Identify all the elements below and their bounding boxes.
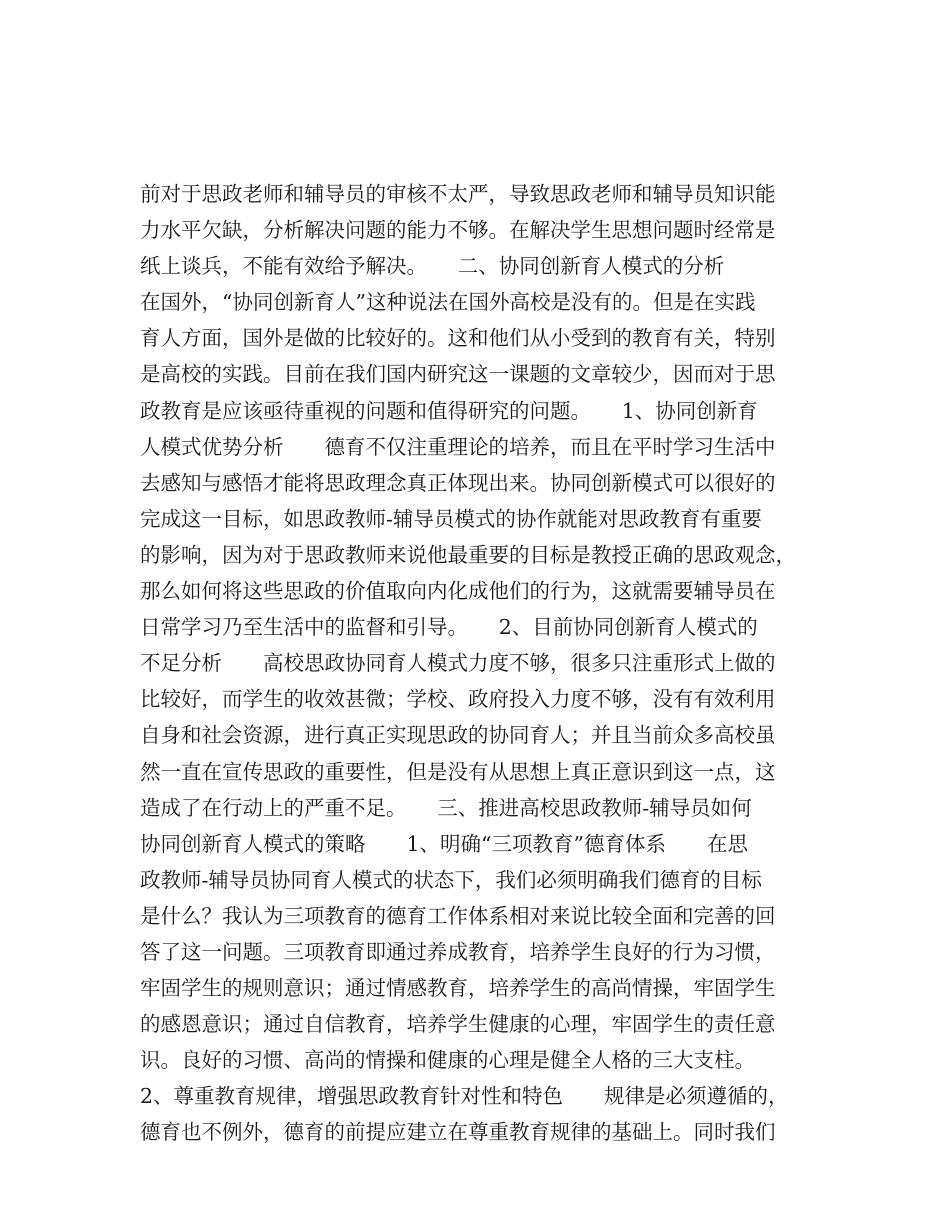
text-line: 比较好，而学生的收效甚微；学校、政府投入力度不够，没有有效利用 [140, 687, 776, 712]
text-line: 政教育是应该亟待重视的问题和值得研究的问题。 1、协同创新育 [140, 398, 758, 423]
text-line: 力水平欠缺，分析解决问题的能力不够。在解决学生思想问题时经常是 [140, 218, 776, 243]
text-line: 2、尊重教育规律，增强思政教育针对性和特色 规律是必须遵循的， [140, 1084, 789, 1109]
text-line: 在国外，“协同创新育人”这种说法在国外高校是没有的。但是在实践 [140, 290, 756, 315]
text-line: 前对于思政老师和辅导员的审核不太严，导致思政老师和辅导员知识能 [140, 182, 776, 206]
text-line: 政教师-辅导员协同育人模式的状态下，我们必须明确我们德育的目标 [140, 867, 762, 892]
text-line: 纸上谈兵，不能有效给予解决。 二、协同创新育人模式的分析 [140, 254, 725, 279]
text-line: 人模式优势分析 德育不仅注重理论的培养，而且在平时学习生活中 [140, 434, 776, 459]
text-line: 去感知与感悟才能将思政理念真正体现出来。协同创新模式可以很好的 [140, 470, 776, 495]
text-line: 然一直在宣传思政的重要性，但是没有从思想上真正意识到这一点，这 [140, 759, 776, 784]
text-line: 日常学习乃至生活中的监督和引导。 2、目前协同创新育人模式的 [140, 615, 758, 640]
text-line: 德育也不例外，德育的前提应建立在尊重教育规律的基础上。同时我们 [140, 1120, 776, 1145]
text-line: 的感恩意识；通过自信教育，培养学生健康的心理，牢固学生的责任意 [140, 1012, 776, 1037]
text-line: 完成这一目标，如思政教师-辅导员模式的协作就能对思政教育有重要 [140, 506, 762, 531]
text-line: 是什么？我认为三项教育的德育工作体系相对来说比较全面和完善的回 [140, 903, 776, 928]
text-line: 是高校的实践。目前在我们国内研究这一课题的文章较少，因而对于思 [140, 362, 776, 387]
text-line: 协同创新育人模式的策略 1、明确“三项教育”德育体系 在思 [140, 831, 749, 856]
text-line: 育人方面，国外是做的比较好的。这和他们从小受到的教育有关，特别 [140, 326, 776, 351]
text-line: 识。良好的习惯、高尚的情操和健康的心理是健全人格的三大支柱。 [140, 1048, 755, 1073]
body-text [140, 176, 830, 1151]
text-line: 不足分析 高校思政协同育人模式力度不够，很多只注重形式上做的 [140, 651, 776, 676]
text-line: 那么如何将这些思政的价值取向内化成他们的行为，这就需要辅导员在 [140, 579, 776, 604]
text-line: 的影响，因为对于思政教师来说他最重要的目标是教授正确的思政观念， [140, 542, 796, 567]
text-line: 造成了在行动上的严重不足。 三、推进高校思政教师-辅导员如何 [140, 795, 752, 820]
text-line: 牢固学生的规则意识；通过情感教育，培养学生的高尚情操，牢固学生 [140, 976, 776, 1001]
text-line: 自身和社会资源，进行真正实现思政的协同育人；并且当前众多高校虽 [140, 723, 776, 748]
text-line: 答了这一问题。三项教育即通过养成教育，培养学生良好的行为习惯， [140, 939, 776, 964]
